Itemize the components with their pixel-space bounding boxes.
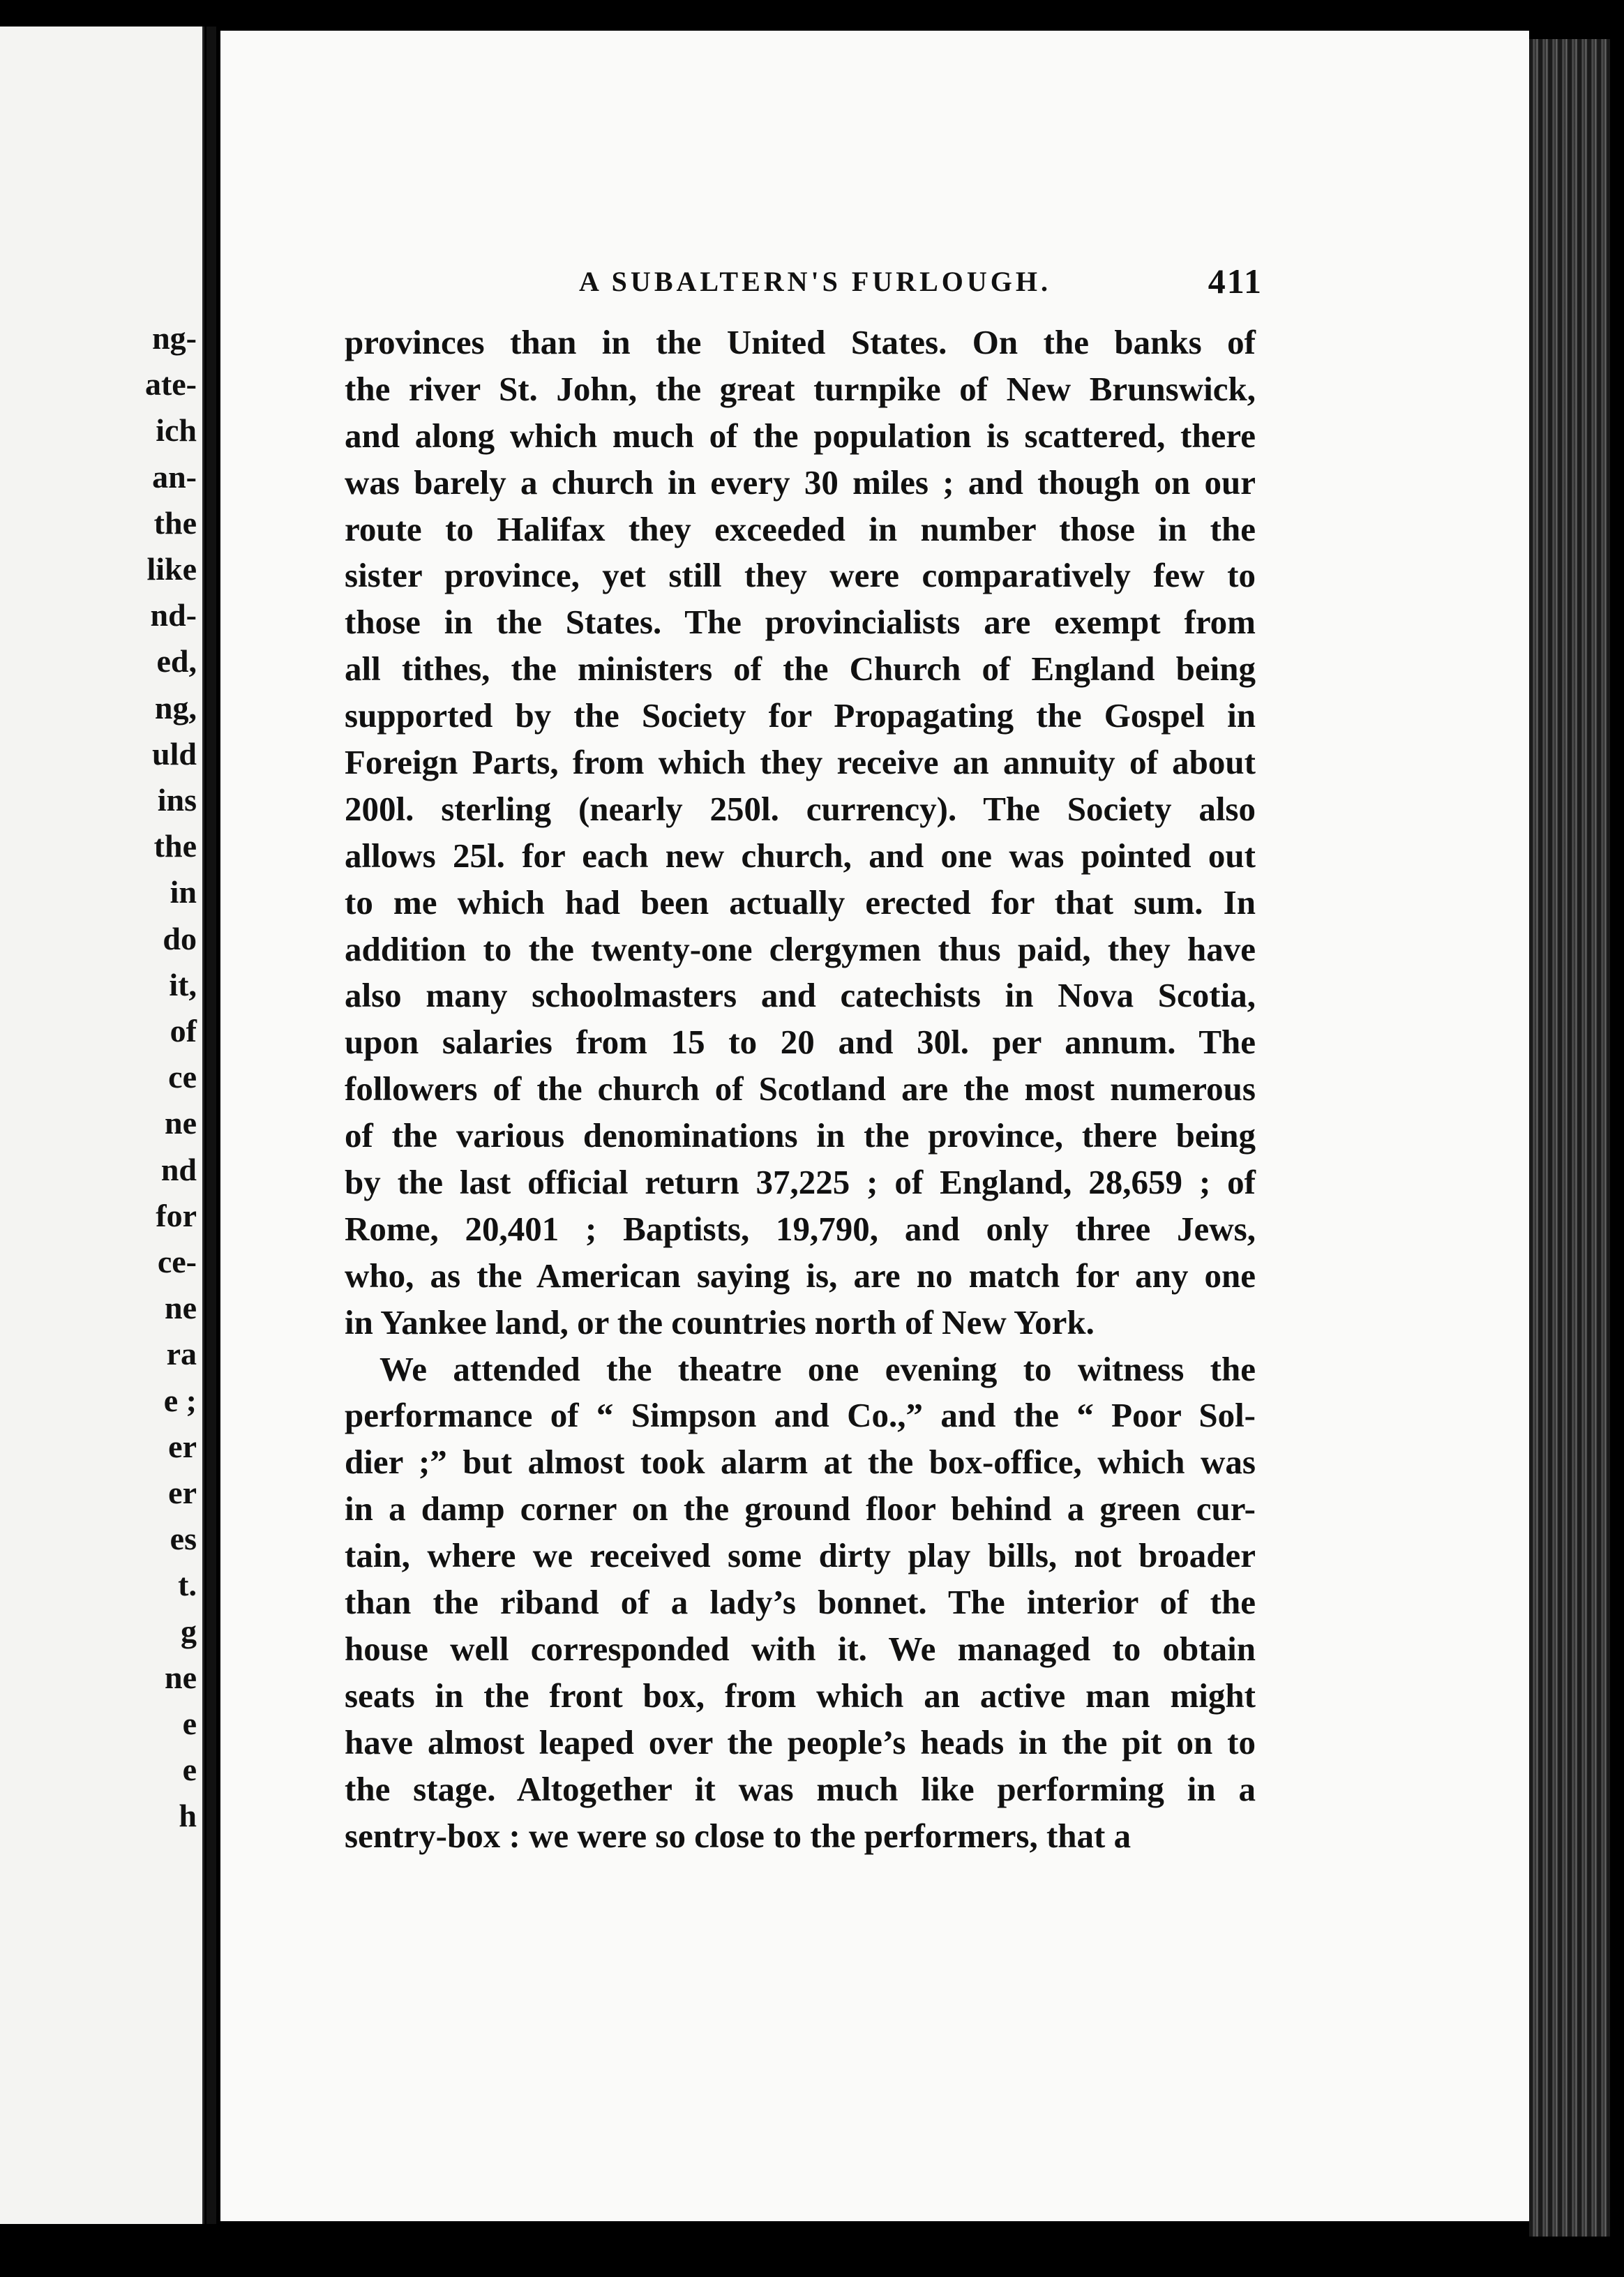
text-line: all tithes, the ministers of the Church of England being <box>345 649 1256 689</box>
text-line: have almost leaped over the people’s heads in the pit on to <box>345 1722 1256 1761</box>
left-page-fragment: nd- <box>150 597 197 633</box>
text-line: sister province, yet still they were comparatively few to <box>345 556 1256 595</box>
left-page-fragment: for <box>156 1197 197 1233</box>
left-page-fragment: ce- <box>157 1244 197 1279</box>
left-page-fragment: g <box>181 1613 197 1649</box>
text-line: than the riband of a lady’s bonnet. The interior of the <box>345 1583 1256 1622</box>
text-line: who, as the American saying is, are no match for any one <box>345 1256 1256 1295</box>
left-page-fragment: er <box>168 1428 197 1464</box>
text-line: provinces than in the United States. On the banks of <box>345 323 1256 361</box>
left-page-fragment: ne <box>165 1290 197 1326</box>
left-page-fragment: ate- <box>144 366 197 403</box>
left-page-fragment: ce <box>168 1059 197 1095</box>
text-line: seats in the front box, from which an active man might <box>345 1676 1256 1715</box>
text-line: the stage. Altogether it was much like performing in a <box>345 1769 1256 1808</box>
book-gutter <box>206 27 216 2224</box>
body-text <box>345 320 1256 1859</box>
left-page-fragment: ra <box>166 1336 197 1372</box>
text-line: 200l. sterling (nearly 250l. currency). The Society also <box>345 789 1256 828</box>
left-page-fragment: do <box>163 920 197 956</box>
text-line: followers of the church of Scotland are the most numerous <box>345 1069 1256 1109</box>
page-number: 411 <box>1208 262 1263 301</box>
text-line: Rome, 20,401 ; Baptists, 19,790, and only three Jews, <box>345 1209 1256 1248</box>
left-page-fragment: the <box>153 828 197 864</box>
text-line: allows 25l. for each new church, and one was pointed out <box>345 836 1256 875</box>
text-line: those in the States. The provincialists are exempt from <box>345 603 1256 642</box>
left-page-fragment: ed, <box>156 643 197 679</box>
text-line: Foreign Parts, from which they receive an annuity of about <box>345 743 1256 782</box>
page-edges <box>1529 39 1610 2237</box>
text-line: supported by the Society for Propagating the Gospel in <box>345 696 1256 735</box>
text-line: upon salaries from 15 to 20 and 30l. per annum. The <box>345 1023 1256 1062</box>
running-header <box>579 262 1263 307</box>
left-page-fragment: of <box>170 1013 197 1049</box>
text-line: sentry-box : we were so close to the performers, that a <box>345 1816 1131 1855</box>
left-page-fragment: ins <box>157 782 197 818</box>
left-page-fragment: ng, <box>154 689 197 726</box>
left-page-fragment: ne <box>165 1105 197 1141</box>
text-line: addition to the twenty-one clergymen thus paid, they have <box>345 929 1256 968</box>
left-page-fragment: in <box>170 874 197 910</box>
text-line: was barely a church in every 30 miles ; and though on our <box>345 463 1256 502</box>
text-line: and along which much of the population is scattered, there <box>345 416 1256 455</box>
left-page-fragment: it, <box>169 966 197 1002</box>
text-line: tain, where we received some dirty play bills, not broader <box>345 1536 1256 1575</box>
text-line: house well corresponded with it. We managed to obtain <box>345 1629 1256 1668</box>
left-page-fragment: ne <box>165 1659 197 1695</box>
left-page-fragment: nd <box>160 1151 197 1187</box>
paragraph-start-line: We attended the theatre one evening to witness the <box>379 1349 1256 1388</box>
left-page-fragment: e <box>182 1752 197 1788</box>
left-page-fragment: the <box>153 504 197 541</box>
left-page-fragment: h <box>179 1798 197 1834</box>
text-line: the river St. John, the great turnpike of New Brunswick, <box>345 369 1256 408</box>
text-line: in Yankee land, or the countries north of New York. <box>345 1302 1095 1342</box>
left-page-fragment: like <box>146 551 197 587</box>
left-page-fragment: t. <box>178 1567 197 1603</box>
text-line: in a damp corner on the ground floor behind a green cur- <box>345 1489 1256 1528</box>
text-line: also many schoolmasters and catechists in Nova Scotia, <box>345 976 1256 1015</box>
left-page-fragment: er <box>168 1475 197 1510</box>
text-line: to me which had been actually erected for that sum. In <box>345 882 1256 922</box>
text-line: by the last official return 37,225 ; of England, 28,659 ; of <box>345 1163 1256 1202</box>
left-page-fragment: e ; <box>163 1382 197 1418</box>
left-page-fragment: es <box>170 1521 197 1557</box>
left-page <box>0 27 204 2224</box>
text-line: dier ;” but almost took alarm at the box-office, which was <box>345 1443 1256 1482</box>
text-line: of the various denominations in the province, there being <box>345 1116 1256 1155</box>
left-page-fragment: e <box>182 1706 197 1741</box>
left-page-fragment: ich <box>156 412 197 449</box>
left-page-fragment: uld <box>152 735 197 772</box>
text-line: route to Halifax they exceeded in number those in the <box>345 509 1256 548</box>
left-page-fragment: ng- <box>152 320 197 356</box>
running-title: A SUBALTERN'S FURLOUGH. <box>579 266 1051 297</box>
left-page-fragment: an- <box>152 458 197 495</box>
text-line: performance of “ Simpson and Co.,” and the “ Poor Sol- <box>345 1396 1256 1435</box>
